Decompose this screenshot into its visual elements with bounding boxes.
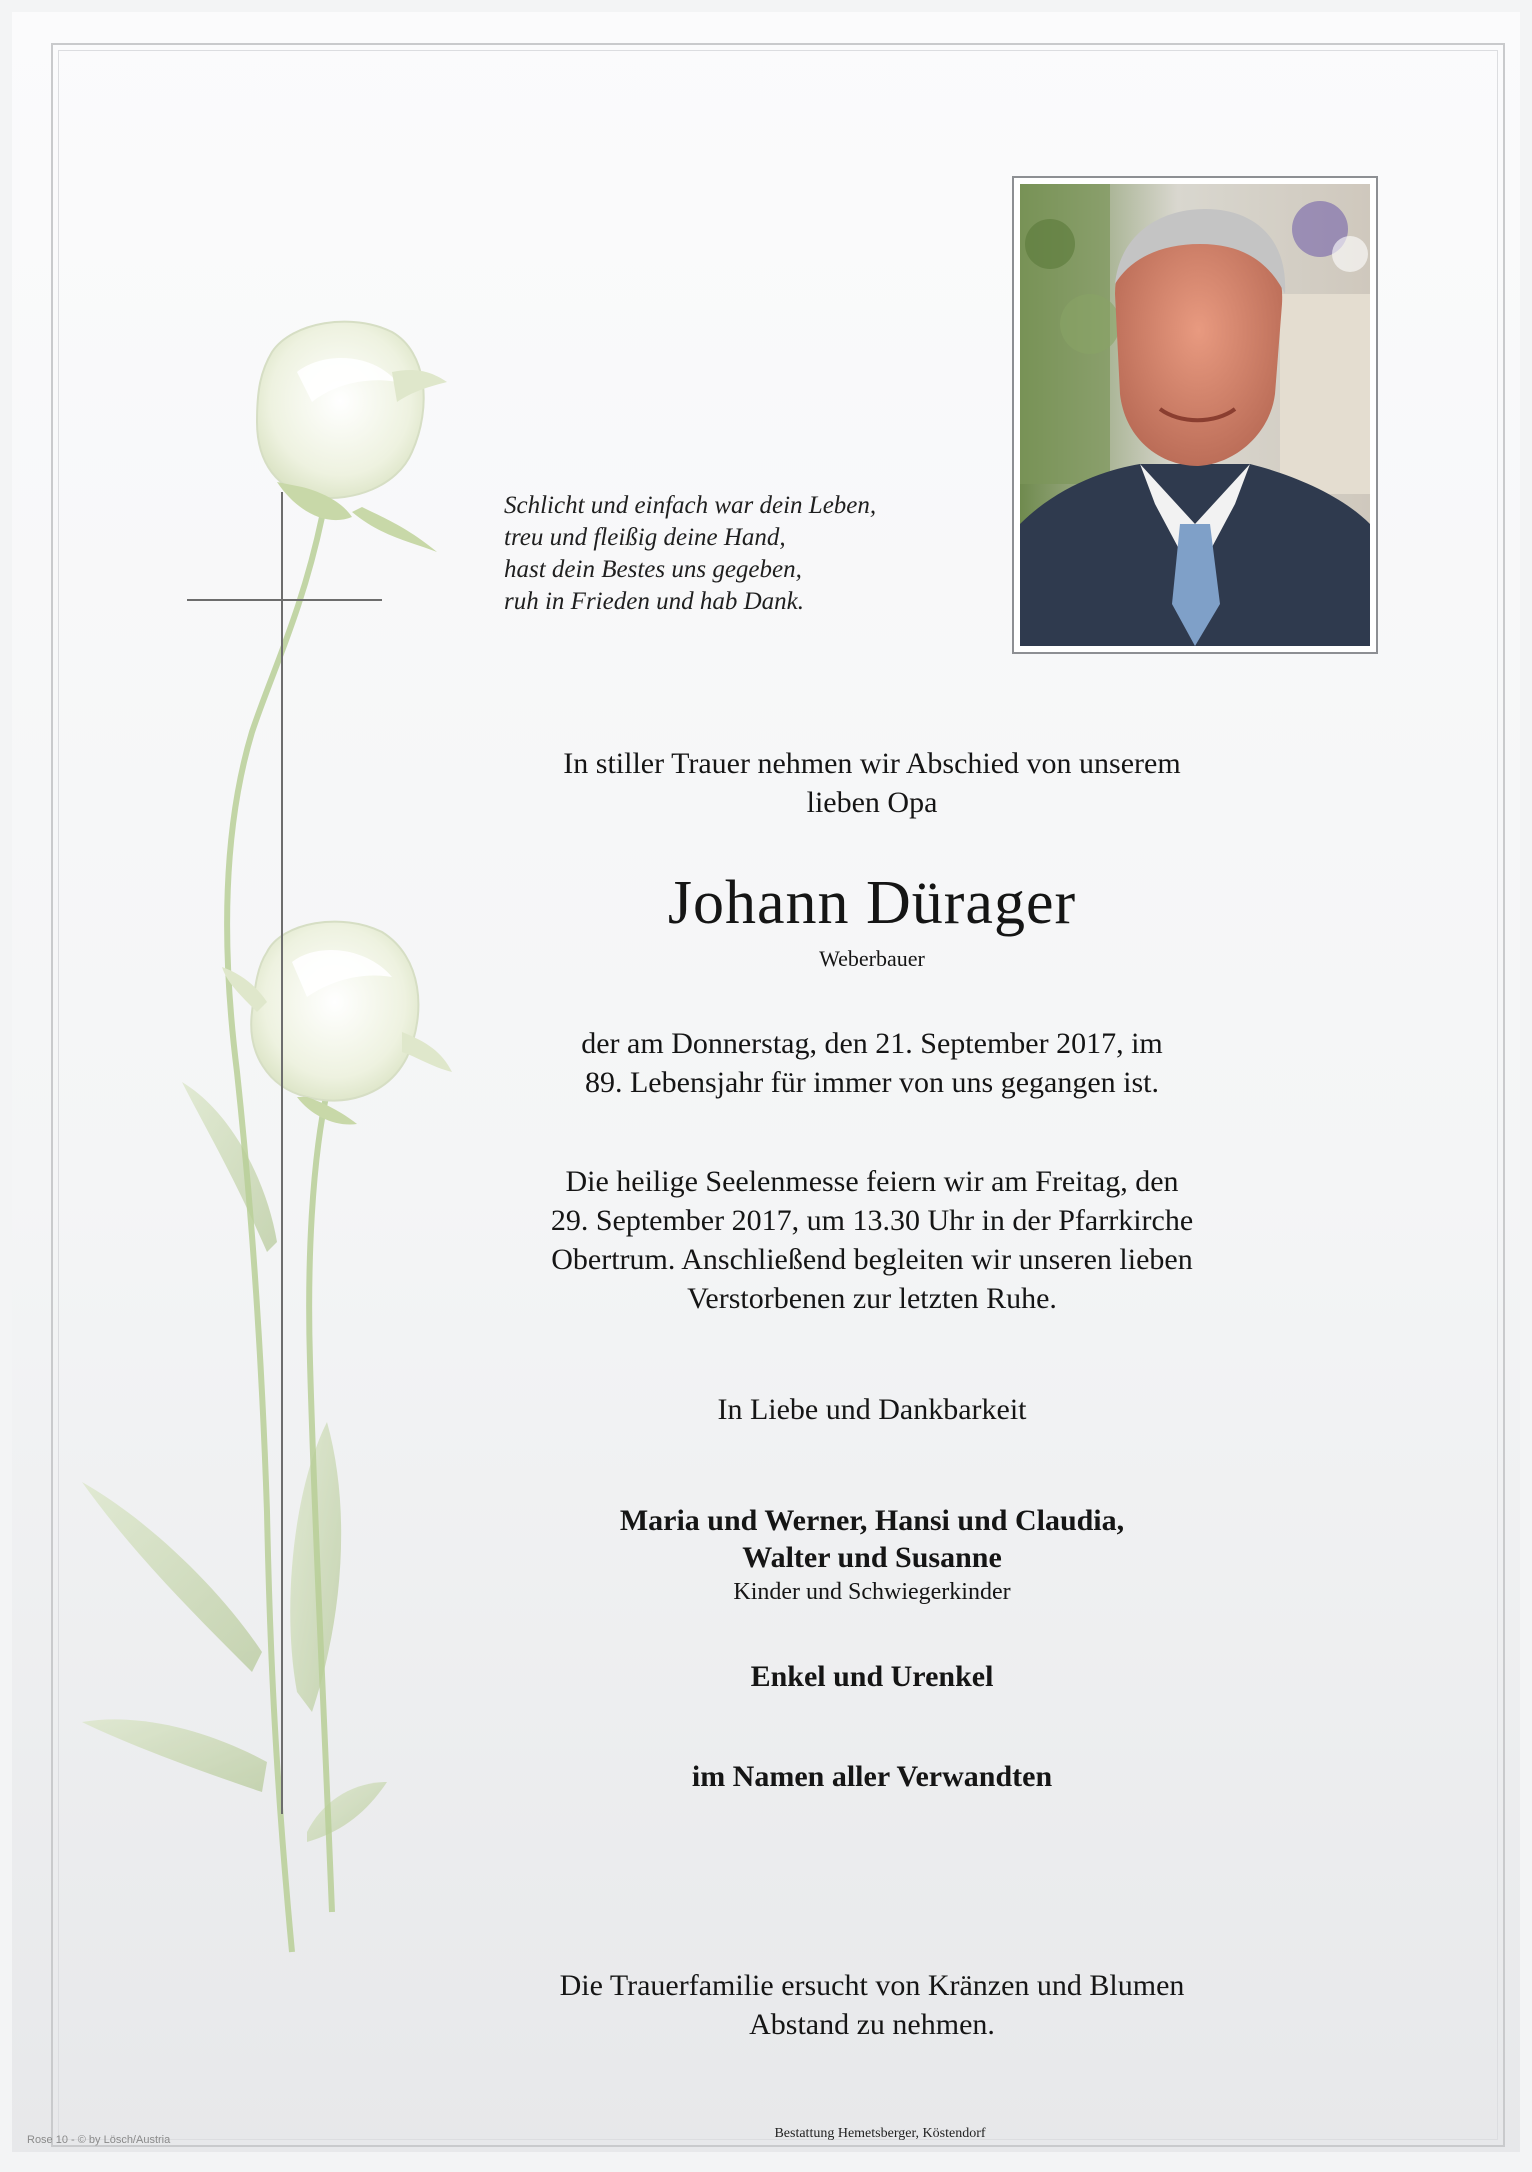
intro-text [462,744,1282,822]
obituary-card [12,12,1520,2152]
left-leaves [82,1082,387,1842]
portrait-image [1020,184,1370,646]
rose-stems [227,517,332,1952]
rose-illustration [52,312,472,1962]
flower-request [462,1966,1282,2044]
top-rose [257,322,447,552]
poem-line: Schlicht und einfach war dein Leben, [504,492,877,519]
bottom-rose [222,922,452,1125]
funeral-home: Bestattung Hemetsberger, Köstendorf [774,2126,986,2141]
poem-line: treu und fleißig deine Hand, [504,524,786,551]
mass-line: Obertrum. Anschließend begleiten wir unseren lieben [551,1243,1193,1276]
mourners-line: Walter und Susanne [742,1541,1002,1574]
request-line: Die Trauerfamilie ersucht von Kränzen und Blumen [559,1969,1185,2002]
death-line: der am Donnerstag, den 21. September 2017, im [581,1027,1163,1060]
death-notice [462,1024,1282,1102]
mass-line: Die heilige Seelenmesse feiern wir am Freitag, den [565,1165,1179,1198]
request-line: Abstand zu nehmen. [749,2008,995,2041]
closing-phrase: In Liebe und Dankbarkeit [717,1393,1027,1426]
template-credit: Rose 10 - © by Lösch/Austria [27,2134,171,2146]
poem-line: ruh in Frieden und hab Dank. [504,588,804,615]
relatives: im Namen aller Verwandten [691,1760,1053,1793]
mass-line: 29. September 2017, um 13.30 Uhr in der Pfarrkirche [550,1204,1194,1237]
grandchildren: Enkel und Urenkel [750,1660,994,1693]
death-line: 89. Lebensjahr für immer von uns gegangen ist. [584,1066,1160,1099]
poem-line: hast dein Bestes uns gegeben, [504,556,802,583]
mourners-line: Maria und Werner, Hansi und Claudia, [619,1504,1125,1537]
deceased-name: Johann Dürager [667,869,1077,937]
poem [504,490,1024,618]
mass-notice [462,1162,1282,1318]
portrait-photo [1012,176,1378,654]
mourners-names [462,1502,1282,1576]
deceased-byname: Weberbauer [819,946,925,971]
mourners-role: Kinder und Schwiegerkinder [733,1579,1011,1605]
intro-line: lieben Opa [806,786,938,819]
intro-line: In stiller Trauer nehmen wir Abschied von unserem [563,747,1181,780]
mass-line: Verstorbenen zur letzten Ruhe. [687,1282,1057,1315]
